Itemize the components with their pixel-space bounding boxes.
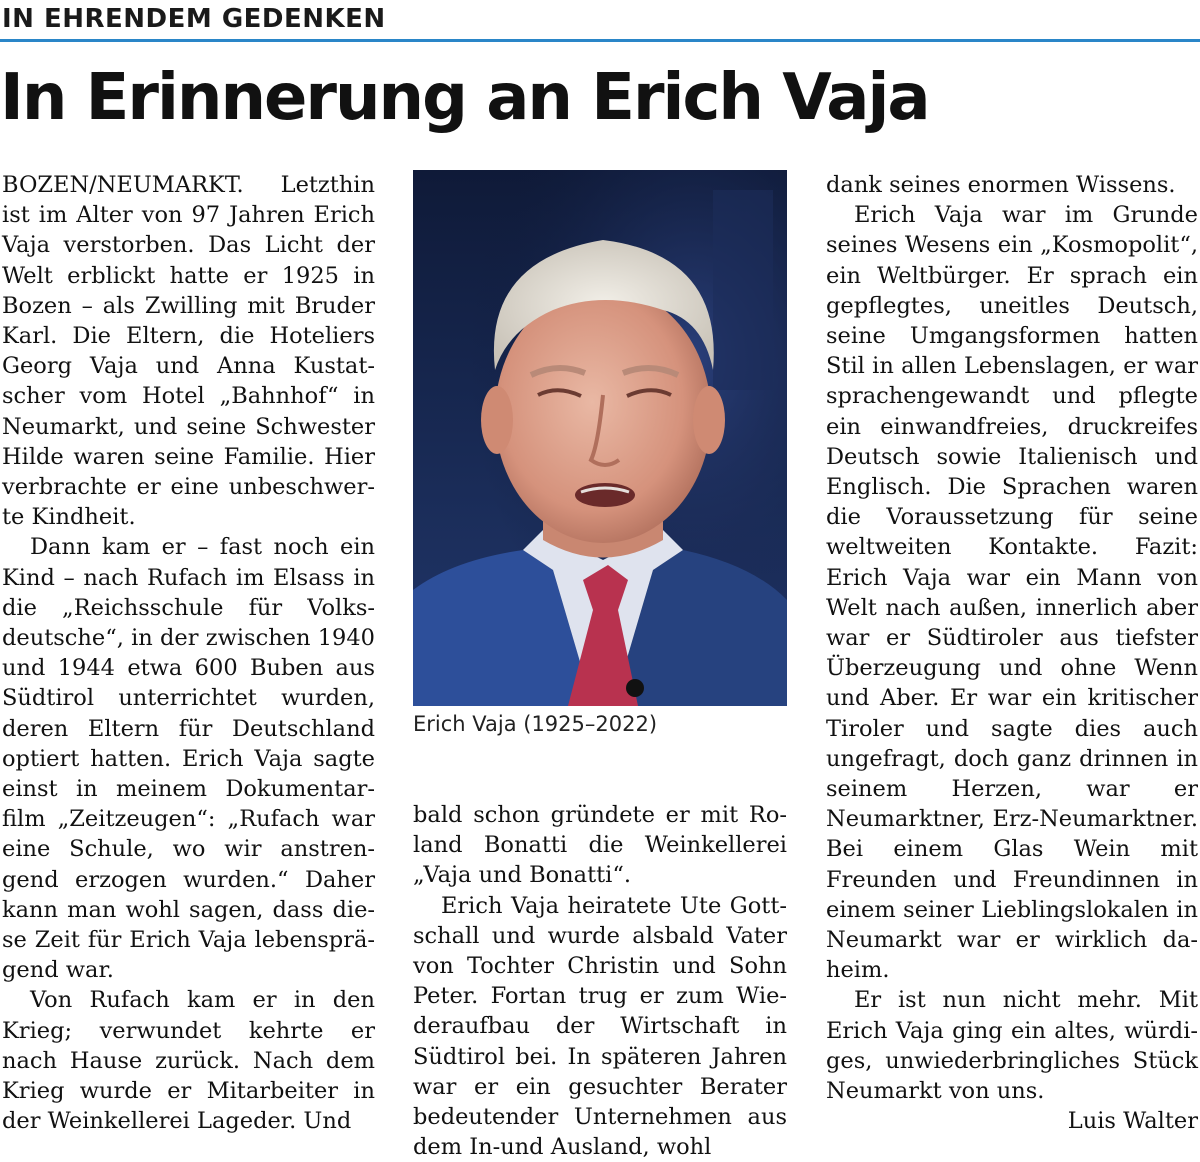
- paragraph: Dann kam er – fast noch ein Kind – nach Rufach im Elsass in die „Reichsschule für Volksdeutsche“, in der zwischen 1940 und 1944 etwa 600 Buben aus Südtirol unterrichtet wurden, deren Eltern für Deutschland optiert hatten. Erich Vaja sagte einst in meinem Dokumentarfilm „Zeitzeugen“: „Rufach war eine Schule, wo wir anstrengend erzogen wurden.“ Daher kann man wohl sagen, dass diese Zeit für Erich Vaja lebensprägend war.: [2, 534, 375, 984]
- article-column-1: [2, 170, 375, 1137]
- paragraph: Erich Vaja war im Grunde seines Wesens ein „Kosmopolit“, ein Weltbürger. Er sprach ein gepflegtes, uneitles Deutsch, seine Umgangsformen hatten Stil in allen Lebenslagen, er war sprachengewandt und pflegte ein einwandfreies, druckreifes Deutsch sowie Italienisch und Englisch. Die Sprachen waren die Voraussetzung für seine weltweiten Kontakte. Fazit: Erich Vaja war ein Mann von Welt nach außen, innerlich aber war er Südtiroler aus tiefster Überzeugung und ohne Wenn und Aber. Er war ein kritischer Tiroler und sagte dies auch ungefragt, doch ganz drinnen in seinem Herzen, war er Neumarktner, Erz-Neumarktner. Bei einem Glas Wein mit Freunden und Freundinnen in einem seiner Lieblingslokalen in Neumarkt war er wirklich daheim.: [826, 202, 1198, 984]
- paragraph: BOZEN/NEUMARKT. Letzthin ist im Alter von 97 Jahren Erich Vaja verstorben. Das Licht der Welt erblickt hatte er 1925 in Bozen – als Zwilling mit Bruder Karl. Die Eltern, die Hoteliers Georg Vaja und Anna Kustatscher vom Hotel „Bahnhof“ in Neumarkt, und seine Schwester Hilde waren seine Familie. Hier verbrachte er eine unbeschwerte Kindheit.: [2, 172, 375, 531]
- article-column-3: [826, 170, 1198, 1137]
- author-byline: Luis Walter: [1067, 1108, 1198, 1135]
- paragraph: Von Rufach kam er in den Krieg; verwundet kehrte er nach Hause zurück. Nach dem Krieg wurde er Mitarbeiter in der Weinkellerei Lageder. Und: [2, 987, 375, 1135]
- portrait-illustration: [413, 170, 787, 706]
- photo-caption: Erich Vaja (1925–2022): [413, 712, 658, 736]
- headline: In Erinnerung an Erich Vaja: [0, 61, 929, 135]
- paragraph: bald schon gründete er mit Roland Bonatti die Weinkellerei „Vaja und Bonatti“.: [413, 802, 787, 889]
- header-rule: [0, 39, 1200, 42]
- article-column-2: [413, 800, 787, 1162]
- paragraph: Erich Vaja heiratete Ute Gottschall und wurde alsbald Vater von Tochter Christin und Sohn Peter. Fortan trug er zum Wiederaufbau der Wirtschaft in Südtirol bei. In späteren Jahren war er ein gesuchter Berater bedeutender Unternehmen aus dem In-und Ausland, wohl: [413, 892, 787, 1161]
- paragraph: dank seines enormen Wissens.: [826, 172, 1176, 198]
- paragraph: Er ist nun nicht mehr. Mit Erich Vaja ging ein altes, würdiges, unwiederbringliches Stück Neumarkt von uns.: [826, 987, 1198, 1105]
- portrait-photo: [413, 170, 787, 706]
- section-kicker: IN EHRENDEM GEDENKEN: [2, 4, 386, 34]
